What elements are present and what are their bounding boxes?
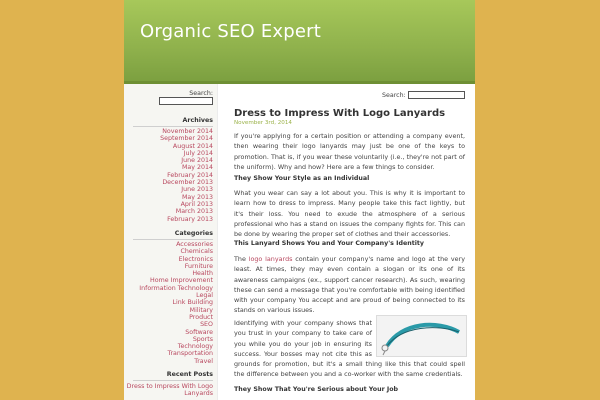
post-paragraph-2 [234,254,465,316]
archive-item [125,208,213,215]
category-item [125,358,213,365]
archive-item [125,164,213,171]
archive-item [125,186,213,193]
category-link[interactable]: Furniture [184,262,213,270]
category-item [125,321,213,328]
category-link[interactable]: Technology [177,343,213,351]
sidebar [124,84,218,400]
archive-item [125,216,213,223]
archive-item [125,143,213,150]
sidebar-search-input[interactable] [159,97,213,105]
archive-link[interactable]: February 2013 [167,215,213,223]
archive-item [125,201,213,208]
post-paragraph-3-text: Identifying with your company shows that you trust in your company to take care of you while you do your job in ensuring its success. Your bosses may not cite this as grounds for promotion, but it's a small thing like this that could spell the difference between you and a co-worker with the same credentials. [234,319,465,379]
category-item [125,292,213,299]
recent-post-link[interactable]: Dress to Impress With Logo Lanyards [126,383,213,398]
archive-link[interactable]: August 2014 [172,142,213,150]
archive-link[interactable]: December 2013 [162,179,213,187]
category-item [125,329,213,336]
category-link[interactable]: Transportation [167,350,213,358]
category-link[interactable]: Health [192,270,213,278]
archive-link[interactable]: July 2014 [183,149,213,157]
archive-link[interactable]: June 2014 [181,157,213,165]
categories-list [125,241,213,365]
post-title[interactable]: Dress to Impress With Logo Lanyards [234,108,446,119]
archives-list [125,128,213,223]
category-link[interactable]: Link Building [172,299,213,307]
main-search-input[interactable] [408,91,465,99]
category-link[interactable]: Product [189,313,213,321]
archive-link[interactable]: May 2014 [181,164,213,172]
category-item [125,336,213,343]
recent-post-item [125,383,213,398]
category-item [125,263,213,270]
archives-heading: Archives [133,117,213,127]
category-item [125,241,213,248]
post-date: November 3rd, 2014 [234,120,292,126]
category-link[interactable]: Travel [194,357,213,365]
archive-item [125,172,213,179]
category-link[interactable]: Accessories [176,241,213,248]
post-paragraph-2-before: The [234,255,249,263]
category-item [125,314,213,321]
category-link[interactable]: Electronics [178,255,213,263]
page-container [124,0,475,400]
archive-item [125,135,213,142]
category-link[interactable]: Military [189,306,213,314]
archive-item [125,150,213,157]
category-link[interactable]: Information Technology [139,284,213,292]
category-item [125,248,213,255]
category-link[interactable]: Sports [192,335,213,343]
post-paragraph-3 [234,318,465,380]
post-intro: If you're applying for a certain position or attending a company event, then wearing their logo lanyards may just be one of the keys to promotion. That is, if you wear these voluntarily (i.e., they're not part of the uniform). Why and how? Here are a few things to consider. [234,132,465,171]
archive-item [125,194,213,201]
category-link[interactable]: SEO [200,321,213,329]
archive-item [125,179,213,186]
archive-link[interactable]: June 2013 [181,186,213,194]
post-paragraph-1: What you wear can say a lot about you. This is why it is important to learn how to dress to impress. Many people take this fact lightly, but it's their loss. You need to exude the atmosphere of a serious professional who has a stand on issues the company fights for. This can be done by wearing the proper set of clothes and their accessories. [234,189,465,239]
main-search-label: Search: [382,92,406,99]
archive-link[interactable]: May 2013 [181,193,213,201]
category-item [125,343,213,350]
archive-link[interactable]: March 2013 [175,208,213,216]
categories-heading: Categories [133,230,213,240]
main-content [234,84,465,400]
category-item [125,285,213,292]
category-item [125,299,213,306]
archive-item [125,128,213,135]
image-spacer [372,318,465,359]
site-title[interactable]: Organic SEO Expert [140,21,322,42]
category-item [125,270,213,277]
archive-link[interactable]: April 2013 [180,200,213,208]
recent-posts-heading: Recent Posts [133,371,213,381]
category-link[interactable]: Software [185,328,213,336]
archive-link[interactable]: November 2014 [162,128,213,135]
sidebar-search-label: Search: [189,90,213,97]
post-paragraph-2-after: contain your company's name and logo at the very least. At times, they may even contain a slogan or its one of its awareness campaigns (ex., support cancer research). As such, wearing these can send a message that you're comfortable with being identified with your company You accept and are proud of being connected to its stands on various issues. [234,255,465,315]
archive-item [125,157,213,164]
category-item [125,277,213,284]
site-header [124,0,475,84]
category-link[interactable]: Chemicals [180,248,213,256]
post-heading-2: This Lanyard Shows You and Your Company's Identity [234,240,424,247]
archive-link[interactable]: February 2014 [167,171,213,179]
category-item [125,307,213,314]
post-heading-3: They Show That You're Serious about Your Job [234,386,399,393]
category-item [125,256,213,263]
recent-posts-list [125,383,213,398]
category-item [125,350,213,357]
archive-link[interactable]: September 2014 [160,135,213,143]
logo-lanyards-link[interactable]: logo lanyards [248,255,293,263]
post-heading-1: They Show Your Style as an Individual [234,175,370,182]
category-link[interactable]: Home Improvement [150,277,213,285]
category-link[interactable]: Legal [196,292,213,300]
